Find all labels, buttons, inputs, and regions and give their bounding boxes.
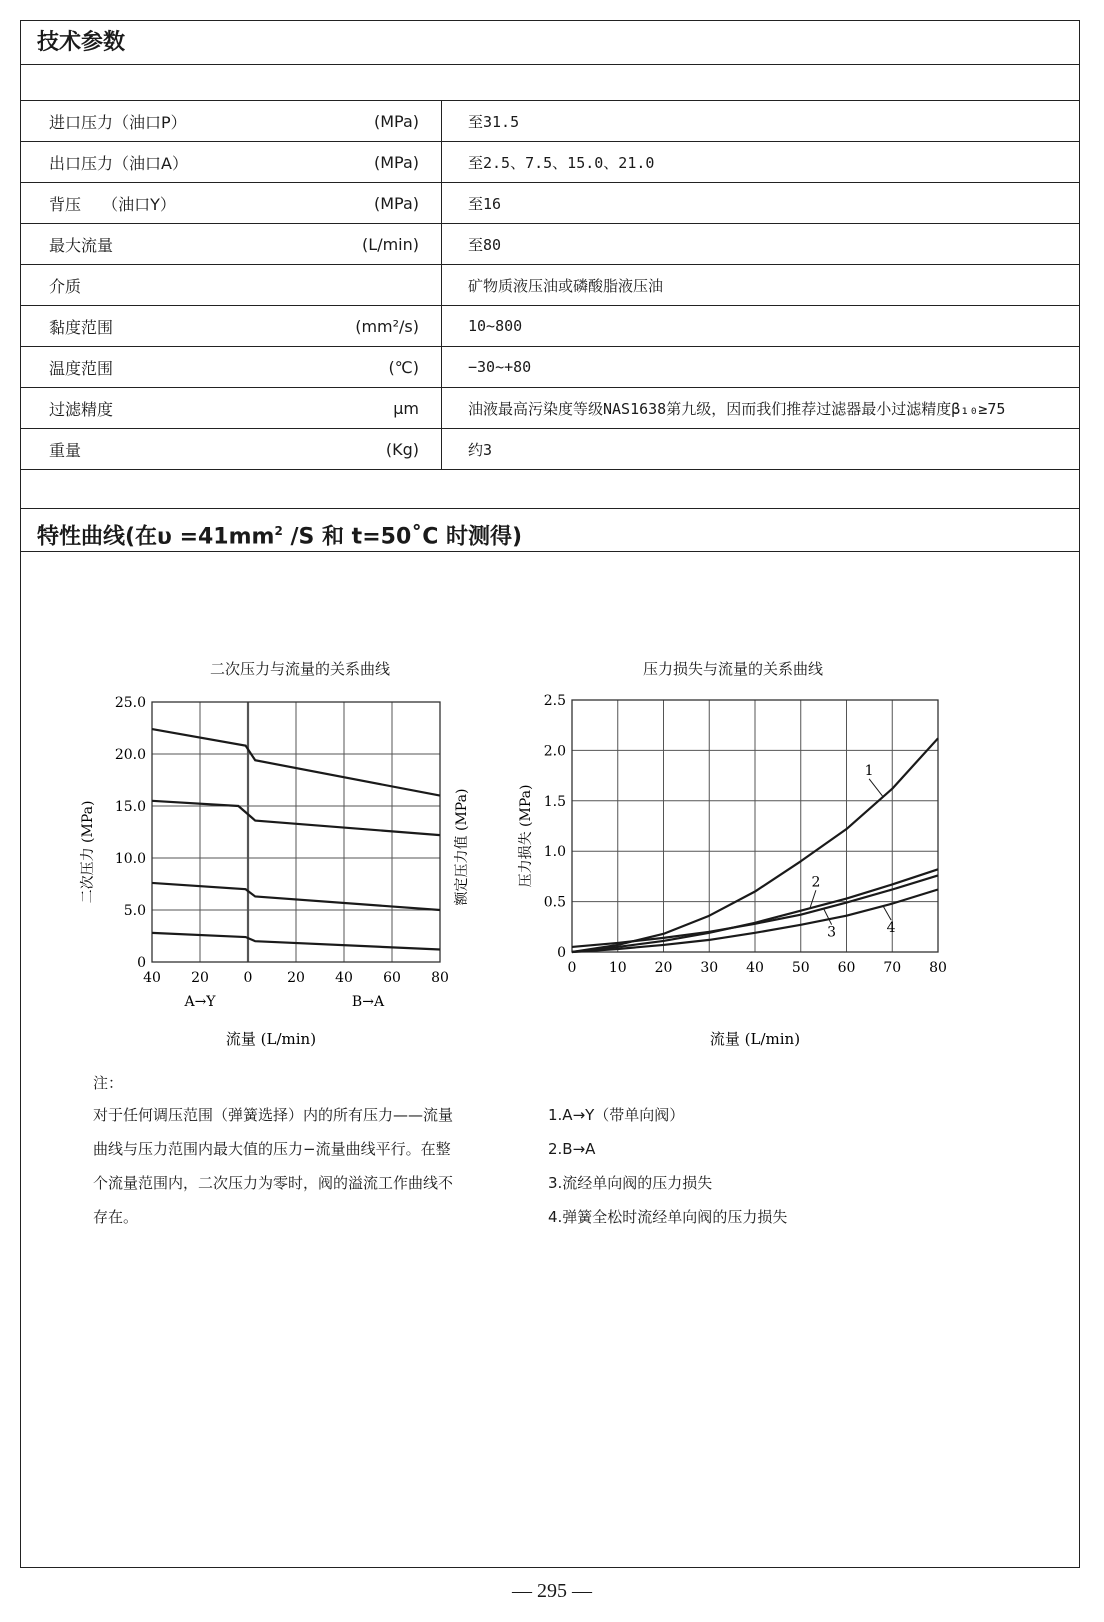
spec-unit: μm: [319, 388, 442, 429]
x-tick-label: 60: [837, 960, 856, 976]
y-axis-label: 压力损失 (MPa): [518, 784, 534, 888]
y-tick-label: 0.5: [543, 894, 566, 911]
x-tick-label: 60: [383, 970, 401, 986]
spec-value: 矿物质液压油或磷酸脂液压油: [442, 265, 1080, 306]
series-label: 4: [886, 920, 896, 937]
spec-row: [21, 347, 1079, 388]
spec-unit: [319, 265, 442, 306]
spec-name: 黏度范围: [21, 306, 319, 347]
y-tick-label: 25.0: [114, 695, 146, 711]
page-number: — 295 —: [512, 1580, 592, 1602]
spec-unit: (MPa): [319, 142, 442, 183]
spec-name: 温度范围: [21, 347, 319, 388]
spec-section-title: 技术参数: [21, 21, 1079, 65]
spec-unit: (MPa): [319, 101, 442, 142]
spec-name: 最大流量: [21, 224, 319, 265]
x-axis-label: 流量 (L/min): [225, 1030, 317, 1048]
y-tick-label: 10.0: [114, 851, 146, 867]
note-line: 存在。: [93, 1208, 139, 1226]
y-tick-label: 15.0: [114, 799, 146, 815]
spec-value: 至80: [442, 224, 1080, 265]
spec-row: [21, 224, 1079, 265]
series-label: 2: [811, 874, 821, 891]
x-tick-label: 40: [746, 960, 764, 976]
series-callout-line: [810, 890, 816, 908]
chart1-title: 二次压力与流量的关系曲线: [209, 660, 390, 678]
spec-row: [21, 306, 1079, 347]
x-tick-label: 40: [335, 970, 353, 986]
x-tick-label: 80: [929, 960, 947, 976]
y-tick-label: 2.5: [543, 693, 566, 709]
spec-value: 油液最高污染度等级NAS1638第九级，因而我们推荐过滤器最小过滤精度β₁₀≥75: [442, 388, 1080, 429]
note-line: 对于任何调压范围（弹簧选择）内的所有压力——流量: [93, 1106, 454, 1124]
series-callout-line: [869, 779, 883, 797]
spec-table: [21, 100, 1079, 470]
spec-row: [21, 265, 1079, 306]
x-tick-label: 20: [191, 970, 209, 986]
y-tick-label: 20.0: [114, 747, 146, 763]
spec-name: 介质: [21, 265, 319, 306]
notes-left: [93, 1098, 473, 1234]
y-axis-label: 二次压力 (MPa): [80, 800, 96, 904]
y-tick-label: 2.0: [543, 743, 566, 760]
series-callout-line: [824, 909, 832, 925]
spec-name: 过滤精度: [21, 388, 319, 429]
spec-value: 至31.5: [442, 101, 1080, 142]
curves-section-title: [21, 508, 1079, 552]
x-tick-label: 70: [883, 960, 902, 976]
spec-unit: (mm²/s): [319, 306, 442, 347]
x-tick-label: 30: [700, 960, 719, 976]
x-tick-label: 80: [431, 970, 449, 986]
spec-row: [21, 101, 1079, 142]
direction-label-left: A→Y: [184, 994, 216, 1010]
spec-value: 至16: [442, 183, 1080, 224]
spec-value: 10~800: [442, 306, 1080, 347]
spec-row: [21, 183, 1079, 224]
spec-unit: (MPa): [319, 183, 442, 224]
direction-label-right: B→A: [351, 994, 385, 1010]
x-tick-label: 0: [567, 960, 577, 976]
y-axis-label-right: 额定压力值 (MPa): [454, 788, 470, 906]
spec-name: 出口压力（油口A）: [21, 142, 319, 183]
pressure-loss-chart: [490, 670, 980, 1090]
spec-row: [21, 429, 1079, 470]
y-tick-label: 1.0: [543, 844, 566, 861]
spec-spacer: [21, 65, 1079, 100]
curves-title-prefix: 特性曲线(在υ =41mm: [37, 524, 275, 550]
spec-row: [21, 142, 1079, 183]
y-tick-label: 0: [557, 945, 566, 961]
spec-unit: (Kg): [319, 429, 442, 470]
spec-name: 进口压力（油口P）: [21, 101, 319, 142]
note-line: 个流量范围内，二次压力为零时，阀的溢流工作曲线不: [93, 1174, 454, 1192]
x-tick-label: 10: [608, 960, 627, 976]
spec-value: 约3: [442, 429, 1080, 470]
y-tick-label: 5.0: [123, 903, 146, 919]
y-tick-label: 0: [137, 955, 146, 971]
series-label: 1: [864, 762, 874, 779]
series-callout-line: [883, 906, 891, 920]
curves-title-sup: 2: [274, 524, 283, 538]
spec-value: −30~+80: [442, 347, 1080, 388]
spec-name: 背压 （油口Y）: [21, 183, 319, 224]
x-tick-label: 0: [243, 970, 253, 986]
x-tick-label: 40: [143, 970, 161, 986]
spec-unit: (L/min): [319, 224, 442, 265]
secondary-pressure-chart: [50, 670, 510, 1090]
note-line: 4.弹簧全松时流经单向阀的压力损失: [548, 1208, 788, 1226]
note-line: 2.B→A: [548, 1140, 596, 1158]
note-line: 1.A→Y（带单向阀）: [548, 1106, 685, 1124]
note-line: 曲线与压力范围内最大值的压力−流量曲线平行。在整: [93, 1140, 451, 1158]
x-tick-label: 20: [287, 970, 305, 986]
spec-row: [21, 388, 1079, 429]
series-label: 3: [827, 924, 837, 941]
curves-title-suffix: /S 和 t=50˚C 时测得): [282, 524, 523, 550]
y-tick-label: 1.5: [543, 793, 566, 810]
x-tick-label: 50: [791, 960, 810, 976]
spec-value: 至2.5、7.5、15.0、21.0: [442, 142, 1080, 183]
x-tick-label: 20: [654, 960, 673, 976]
spec-name: 重量: [21, 429, 319, 470]
x-axis-label: 流量 (L/min): [709, 1030, 801, 1048]
chart2-title: 压力损失与流量的关系曲线: [642, 660, 823, 678]
spec-unit: (℃): [319, 347, 442, 388]
notes-heading: 注：: [93, 1074, 124, 1092]
note-line: 3.流经单向阀的压力损失: [548, 1174, 713, 1192]
notes-right: [548, 1098, 968, 1234]
